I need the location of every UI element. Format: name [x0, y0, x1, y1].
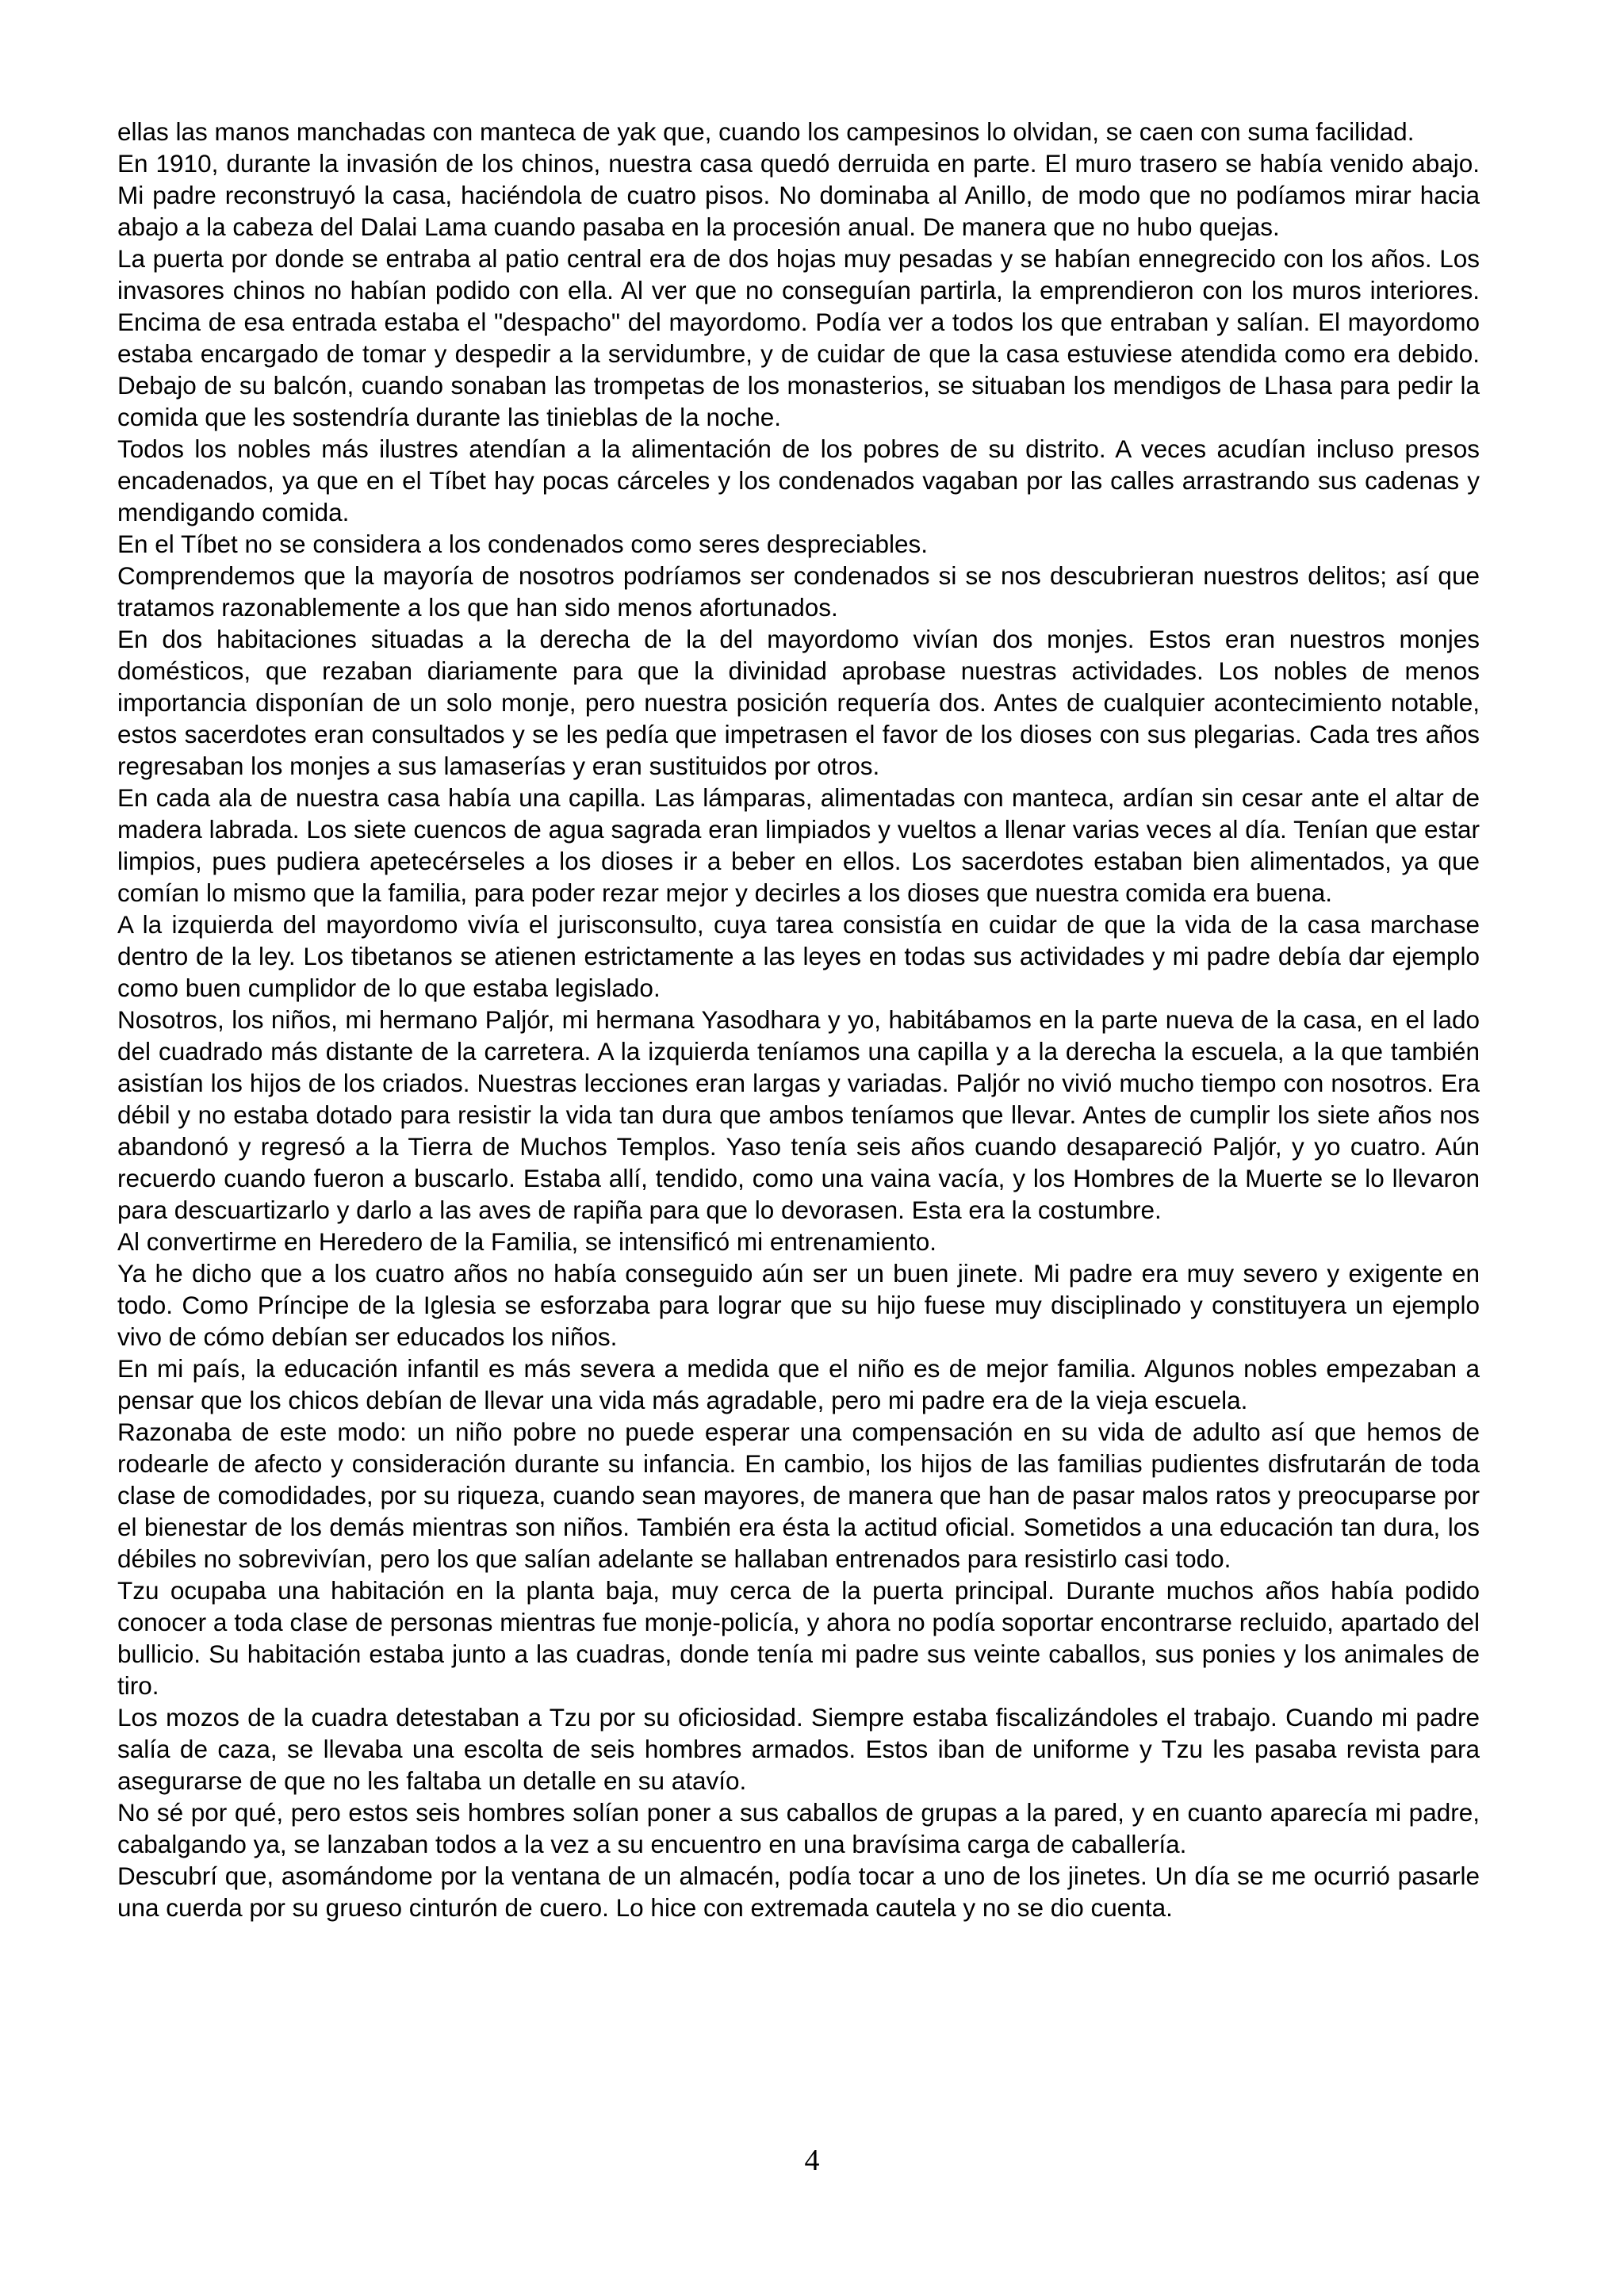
paragraph: En el Tíbet no se considera a los condenados como seres despreciables. [117, 530, 929, 558]
paragraph: Los mozos de la cuadra detestaban a Tzu por su oficiosidad. Siempre estaba fiscalizándoles el trabajo. Cuando mi padre salía de caza, se llevaba una escolta de seis hombres armados. Estos iban de uniforme y Tzu les pasaba revista para asegurarse de que no les faltaba un detalle en su atavío. [117, 1703, 1480, 1795]
paragraph: Todos los nobles más ilustres atendían a la alimentación de los pobres de su distrito. A veces acudían incluso presos encadenados, ya que en el Tíbet hay pocas cárceles y los condenados vagaban por las calles arrastrando sus cadenas y mendigando comida. [117, 434, 1480, 526]
paragraph: Descubrí que, asomándome por la ventana de un almacén, podía tocar a uno de los jinetes. Un día se me ocurrió pasarle una cuerda por su grueso cinturón de cuero. Lo hice con extremada cautela y no se dio cuenta. [117, 1862, 1480, 1922]
paragraph: En cada ala de nuestra casa había una capilla. Las lámparas, alimentadas con manteca, ardían sin cesar ante el altar de madera labrada. Los siete cuencos de agua sagrada eran limpiados y vueltos a llenar varias veces al día. Tenían que estar limpios, pues pudiera apetecérseles a los dioses ir a beber en ellos. Los sacerdotes estaban bien alimentados, ya que comían lo mismo que la familia, para poder rezar mejor y decirles a los dioses que nuestra comida era buena. [117, 783, 1480, 907]
paragraph: No sé por qué, pero estos seis hombres solían poner a sus caballos de grupas a la pared, y en cuanto aparecía mi padre, cabalgando ya, se lanzaban todos a la vez a su encuentro en una bravísima carga de caballería. [117, 1798, 1480, 1858]
paragraph: Ya he dicho que a los cuatro años no había conseguido aún ser un buen jinete. Mi padre era muy severo y exigente en todo. Como Príncipe de la Iglesia se esforzaba para lograr que su hijo fuese muy disciplinado y constituyera un ejemplo vivo de cómo debían ser educados los niños. [117, 1259, 1480, 1351]
paragraph: En dos habitaciones situadas a la derecha de la del mayordomo vivían dos monjes. Estos eran nuestros monjes domésticos, que rezaban diariamente para que la divinidad aprobase nuestras actividades. Los nobles de menos importancia disponían de un solo monje, pero nuestra posición requería dos. Antes de cualquier acontecimiento notable, estos sacerdotes eran consultados y se les pedía que impetrasen el favor de los dioses con sus plegarias. Cada tres años regresaban los monjes a sus lamaserías y eran sustituidos por otros. [117, 625, 1480, 780]
paragraph: Comprendemos que la mayoría de nosotros podríamos ser condenados si se nos descubrieran nuestros delitos; así que tratamos razonablemente a los que han sido menos afortunados. [117, 561, 1480, 622]
paragraph: Tzu ocupaba una habitación en la planta baja, muy cerca de la puerta principal. Durante muchos años había podido conocer a toda clase de personas mientras fue monje-policía, y ahora no podía soportar encontrarse recluido, apartado del bullicio. Su habitación estaba junto a las cuadras, donde tenía mi padre sus veinte caballos, sus ponies y los animales de tiro. [117, 1576, 1480, 1700]
paragraph: Nosotros, los niños, mi hermano Paljór, mi hermana Yasodhara y yo, habitábamos en la parte nueva de la casa, en el lado del cuadrado más distante de la carretera. A la izquierda teníamos una capilla y a la derecha la escuela, a la que también asistían los hijos de los criados. Nuestras lecciones eran largas y variadas. Paljór no vivió mucho tiempo con nosotros. Era débil y no estaba dotado para resistir la vida tan dura que ambos teníamos que llevar. Antes de cumplir los siete años nos abandonó y regresó a la Tierra de Muchos Templos. Yaso tenía seis años cuando desapareció Paljór, y yo cuatro. Aún recuerdo cuando fueron a buscarlo. Estaba allí, tendido, como una vaina vacía, y los Hombres de la Muerte se lo llevaron para descuartizarlo y darlo a las aves de rapiña para que lo devorasen. Esta era la costumbre. [117, 1005, 1480, 1224]
body-text [117, 116, 1480, 1923]
paragraph: Razonaba de este modo: un niño pobre no puede esperar una compensación en su vida de adulto así que hemos de rodearle de afecto y consideración durante su infancia. En cambio, los hijos de las familias pudientes disfrutarán de toda clase de comodidades, por su riqueza, cuando sean mayores, de manera que han de pasar malos ratos y preocuparse por el bienestar de los demás mientras son niños. También era ésta la actitud oficial. Sometidos a una educación tan dura, los débiles no sobrevivían, pero los que salían adelante se hallaban entrenados para resistirlo casi todo. [117, 1418, 1480, 1573]
paragraph: En 1910, durante la invasión de los chinos, nuestra casa quedó derruida en parte. El muro trasero se había venido abajo. Mi padre reconstruyó la casa, haciéndola de cuatro pisos. No dominaba al Anillo, de modo que no podíamos mirar hacia abajo a la cabeza del Dalai Lama cuando pasaba en la procesión anual. De manera que no hubo quejas. [117, 149, 1480, 241]
paragraph: En mi país, la educación infantil es más severa a medida que el niño es de mejor familia. Algunos nobles empezaban a pensar que los chicos debían de llevar una vida más agradable, pero mi padre era de la vieja escuela. [117, 1354, 1480, 1414]
paragraph: Al convertirme en Heredero de la Familia, se intensificó mi entrenamiento. [117, 1227, 936, 1256]
paragraph: La puerta por donde se entraba al patio central era de dos hojas muy pesadas y se habían ennegrecido con los años. Los invasores chinos no habían podido con ella. Al ver que no conseguían partirla, la emprendieron con los muros interiores. Encima de esa entrada estaba el "despacho" del mayordomo. Podía ver a todos los que entraban y salían. El mayordomo estaba encargado de tomar y despedir a la servidumbre, y de cuidar de que la casa estuviese atendida como era debido. Debajo de su balcón, cuando sonaban las trompetas de los monasterios, se situaban los mendigos de Lhasa para pedir la comida que les sostendría durante las tinieblas de la noche. [117, 244, 1480, 431]
page-number: 4 [804, 2144, 820, 2177]
paragraph: A la izquierda del mayordomo vivía el jurisconsulto, cuya tarea consistía en cuidar de que la vida de la casa marchase dentro de la ley. Los tibetanos se atienen estrictamente a las leyes en todas sus actividades y mi padre debía dar ejemplo como buen cumplidor de lo que estaba legislado. [117, 910, 1480, 1002]
paragraph: ellas las manos manchadas con manteca de yak que, cuando los campesinos lo olvidan, se caen con suma facilidad. [117, 117, 1415, 146]
